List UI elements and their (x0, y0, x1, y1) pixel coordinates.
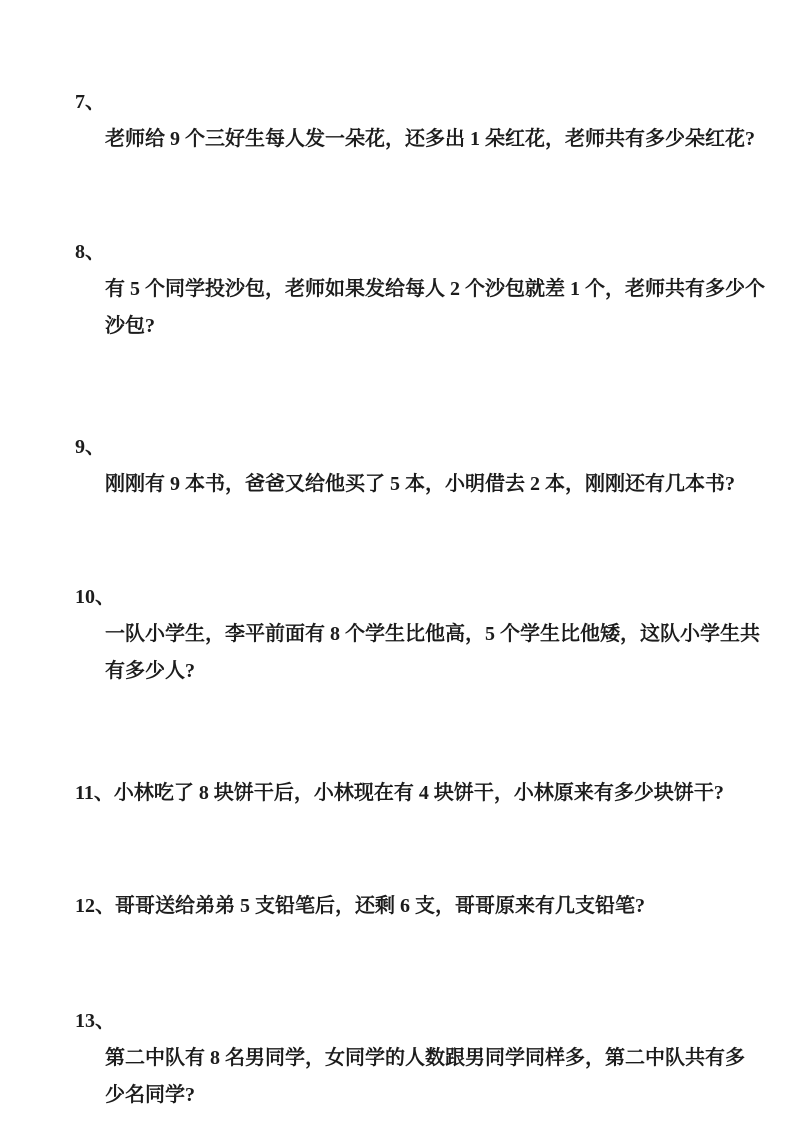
question-line: 沙包? (105, 315, 155, 337)
question-line: 老师给 9 个三好生每人发一朵花，还多出 1 朵红花，老师共有多少朵红花? (105, 128, 755, 150)
question-item-11 (75, 775, 733, 812)
question-line: 小林吃了 8 块饼干后，小林现在有 4 块饼干，小林原来有多少块饼干? (113, 782, 724, 804)
question-item-9 (75, 429, 733, 503)
question-number: 7、 (75, 91, 105, 113)
question-line: 哥哥送给弟弟 5 支铅笔后，还剩 6 支，哥哥原来有几支铅笔? (115, 895, 645, 917)
question-number: 9、 (75, 436, 105, 458)
question-number: 10、 (75, 586, 115, 608)
question-number: 12、 (75, 895, 115, 917)
question-number: 13、 (75, 1010, 115, 1032)
question-item-12 (75, 888, 733, 925)
question-line: 少名同学? (105, 1084, 195, 1106)
question-item-8 (75, 234, 765, 345)
question-line: 第二中队有 8 名男同学，女同学的人数跟男同学同样多，第二中队共有多 (105, 1047, 745, 1069)
question-item-13 (75, 1003, 745, 1114)
question-line: 有 5 个同学投沙包，老师如果发给每人 2 个沙包就差 1 个，老师共有多少个 (105, 278, 765, 300)
question-number: 8、 (75, 241, 105, 263)
question-item-7 (75, 84, 755, 158)
question-item-10 (75, 579, 760, 690)
question-line: 一队小学生，李平前面有 8 个学生比他高，5 个学生比他矮，这队小学生共 (105, 623, 760, 645)
question-line: 刚刚有 9 本书，爸爸又给他买了 5 本，小明借去 2 本，刚刚还有几本书? (105, 473, 735, 495)
question-line: 有多少人? (105, 660, 195, 682)
question-number: 11、 (75, 782, 114, 804)
